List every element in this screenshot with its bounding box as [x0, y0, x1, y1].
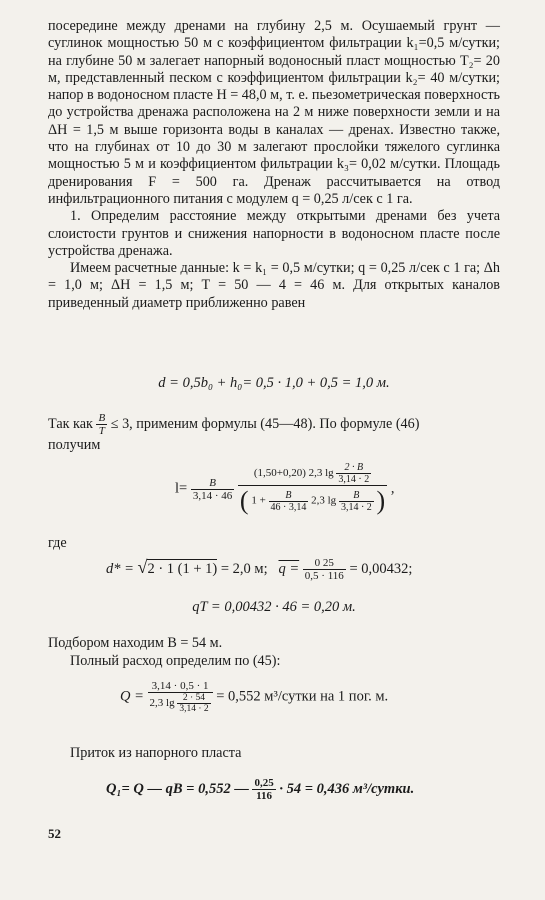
- Q1-frac: $\frac{0,25}{116}$: [254, 777, 274, 802]
- equation-Q1: Q₁= Q — qB = 0,552 — $\frac{0,25}{116}$ · 54 = 0,436 м³/сутки.: [106, 777, 415, 802]
- main-text-block: [48, 18, 500, 312]
- paragraph-design-data: Имеем расчетные данные: k = k₁ = 0,5 м/сутки; q = 0,25 л/сек с 1 га; Δh = 1,0 м; ΔH = 1,5 м; T = 50 — 4 = 46 м. Для открытых каналов приведенный диаметр приближенно равен: [48, 260, 500, 311]
- podborom-line: Подбором находим B = 54 м.: [48, 635, 223, 651]
- l-frac-1: $\frac{B}{3,14 \cdot 46}$: [192, 476, 233, 502]
- gde-line: где: [48, 535, 67, 551]
- equation-l: l= $\frac{B}{3,14 \cdot 46}$ (1,50+0,20) 2,3 lg $\frac{2 \cdot B}{3,14 \cdot 2}$ ( 1 + $\frac{B}{46 \cdot 3,14}$ 2,3 lg $\frac{B}{3,14 \cdot 2}$ ) ,: [175, 462, 395, 515]
- paragraph-step-1: 1. Определим расстояние между открытыми дренами без учета слоистости грунтов и снижения напорности в водоносном пласте после устройства дренажа.: [48, 208, 500, 259]
- condition-line: Так как $\frac{B}{T}$ ≤ 3, применим формулы (45—48). По формуле (46): [48, 412, 420, 437]
- equation-Q: Q = 3,14 · 0,5 · 1 2,3 lg $\frac{2 \cdot 54}{3,14 \cdot 2}$ = 0,552 м³/сутки на 1 пог. м.: [120, 680, 389, 714]
- Q-frac: 3,14 · 0,5 · 1 2,3 lg $\frac{2 \cdot 54}{3,14 \cdot 2}$: [148, 680, 213, 714]
- ratio-fraction: $\frac{B}{T}$: [98, 412, 106, 437]
- equation-qT: qT = 0,00432 · 46 = 0,20 м.: [192, 599, 356, 615]
- equation-dstar-qbar: d* = √2 · 1 (1 + 1) = 2,0 м; q = $\frac{0 25}{0,5 \cdot 116}$ = 0,00432;: [106, 557, 413, 583]
- polnyi-line: Полный расход определим по (45):: [70, 653, 281, 669]
- poluchim-line: получим: [48, 437, 101, 453]
- page-number: 52: [48, 826, 61, 841]
- equation-d: d = 0,5b₀ + h₀= 0,5 · 1,0 + 0,5 = 1,0 м.: [158, 375, 390, 391]
- paragraph-problem-data: посередине между дренами на глубину 2,5 м. Осушаемый грунт — суглинок мощностью 50 м с коэффициентом фильтрации k₁=0,5 м/сутки; на глубине 50 м залегает напорный водоносный пласт мощностью T₂= 20 м, представленный песком с коэффициентом фильтрации k₂= 40 м/сутки; напор в водоносном пласте H = 48,0 м, т. е. пьезометрическая поверхность до устройства дренажа расположена на 2 м ниже поверхности земли и на ΔH = 1,5 м выше горизонта воды в каналах — дренах. Известно также, что на глубинах от 10 до 30 м залегают прослойки тяжелого суглинка мощностью 5 м и коэффициентом фильтрации k₃= 0,02 м/сутки. Площадь дренирования F = 500 га. Дренаж рассчитывается на отвод инфильтрационного питания с модулем q = 0,25 л/сек с 1 га.: [48, 18, 501, 207]
- pritok-line: Приток из напорного пласта: [70, 745, 242, 761]
- l-main-frac: (1,50+0,20) 2,3 lg $\frac{2 \cdot B}{3,14 \cdot 2}$ ( 1 + $\frac{B}{46 \cdot 3,14}$ 2,3 lg $\frac{B}{3,14 \cdot 2}$ ): [239, 462, 386, 515]
- qbar-frac: $\frac{0 25}{0,5 \cdot 116}$: [304, 557, 344, 583]
